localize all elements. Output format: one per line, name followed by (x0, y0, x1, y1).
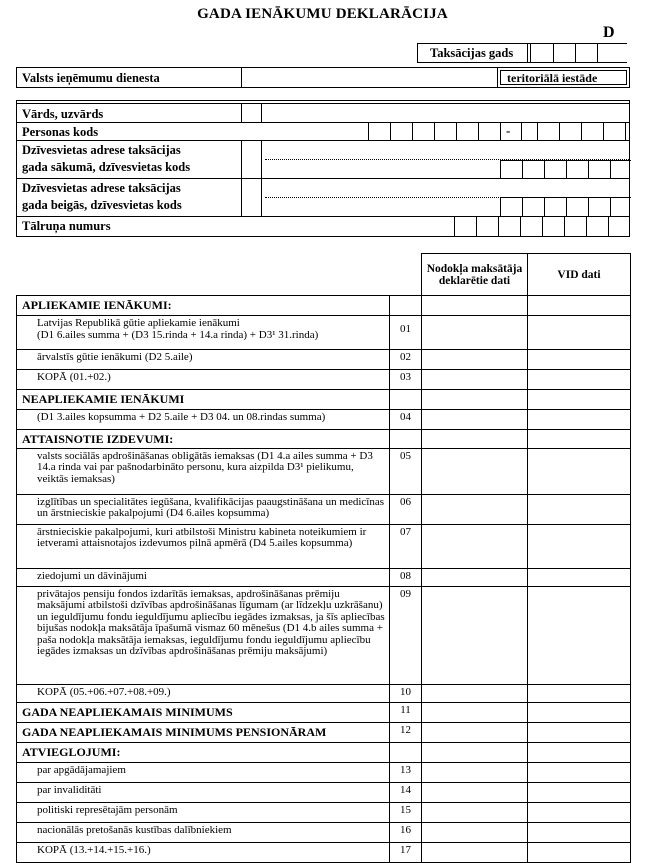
vid-cell[interactable] (528, 494, 631, 524)
name-input[interactable] (262, 104, 629, 122)
section-min-annual: GADA NEAPLIEKAMAIS MINIMUMS (17, 702, 390, 722)
address-end-label-2: gada beigās, dzīvesvietas kods (22, 198, 182, 212)
row-02-text: ārvalstīs gūtie ienākumi (D2 5.aile) (17, 350, 390, 370)
row-08-text: ziedojumi un dāvinājumi (17, 568, 390, 586)
tax-year-digit-3[interactable] (575, 44, 598, 62)
declared-cell[interactable] (422, 410, 528, 430)
row-04-text: (D1 3.ailes kopsumma + D2 5.aile + D3 04. un 08.rindas summa) (17, 410, 390, 430)
address-start-input[interactable] (262, 140, 629, 160)
address-end-input[interactable] (262, 178, 629, 198)
vid-cell[interactable] (528, 370, 631, 390)
row-number: 14 (390, 782, 422, 802)
row-15-text: politiski represētajām personām (17, 802, 390, 822)
address-end-label-1: Dzīvesvietas adrese taksācijas (22, 181, 181, 195)
row-number: 01 (390, 316, 422, 350)
col-vid-header: VID dati (528, 254, 631, 296)
vid-cell[interactable] (528, 762, 631, 782)
declared-cell[interactable] (422, 586, 528, 684)
declared-cell[interactable] (422, 448, 528, 494)
vid-cell[interactable] (528, 684, 631, 702)
row-01-line-b: (D1 6.ailes summa + (D3 15.rinda + 14.a rinda) + D3¹ 31.rinda) (37, 328, 319, 341)
vid-cell[interactable] (528, 296, 631, 316)
declared-cell[interactable] (422, 822, 528, 842)
phone-boxes[interactable] (454, 216, 631, 236)
row-13-text: par apgādājamajiem (17, 762, 390, 782)
row-16-text: nacionālās pretošanās kustības dalībniekiem (17, 822, 390, 842)
territorial-box[interactable] (500, 70, 627, 85)
vid-cell[interactable] (528, 316, 631, 350)
address-end-code[interactable] (500, 197, 631, 216)
address-start-code[interactable] (500, 160, 631, 178)
vid-cell[interactable] (528, 702, 631, 722)
code-dash: - (506, 123, 511, 138)
declared-cell[interactable] (422, 430, 528, 449)
declared-cell[interactable] (422, 742, 528, 762)
declared-cell[interactable] (422, 782, 528, 802)
personal-code-boxes[interactable] (368, 122, 631, 140)
vid-cell[interactable] (528, 568, 631, 586)
vid-cell[interactable] (528, 722, 631, 742)
row-03-text: KOPĀ (01.+02.) (17, 370, 390, 390)
row-number: 13 (390, 762, 422, 782)
declared-cell[interactable] (422, 762, 528, 782)
address-start-label-1: Dzīvesvietas adrese taksācijas (22, 143, 181, 157)
vid-cell[interactable] (528, 802, 631, 822)
row-number: 02 (390, 350, 422, 370)
row-number: 15 (390, 802, 422, 822)
row-number: 10 (390, 684, 422, 702)
row-number: 05 (390, 448, 422, 494)
declared-cell[interactable] (422, 296, 528, 316)
col-declared-header: Nodokļa maksātāja deklarētie dati (422, 254, 528, 296)
vid-cell[interactable] (528, 822, 631, 842)
vid-cell[interactable] (528, 390, 631, 410)
row-number: 16 (390, 822, 422, 842)
section-deductible: ATTAISNOTIE IZDEVUMI: (17, 430, 390, 449)
vid-cell[interactable] (528, 410, 631, 430)
tax-year-digit-1[interactable] (530, 44, 554, 62)
row-06-text: izglītības un specialitātes iegūšana, kvalifikācijas paaugstināšana un medicīnas un ārstnieciskie pakalpojumi (D4 6.ailes kopsumma) (17, 494, 390, 524)
declared-cell[interactable] (422, 494, 528, 524)
section-reliefs: ATVIEGLOJUMI: (17, 742, 390, 762)
row-number: 12 (390, 722, 422, 742)
declared-cell[interactable] (422, 390, 528, 410)
declared-cell[interactable] (422, 802, 528, 822)
vid-cell[interactable] (528, 350, 631, 370)
vid-row (16, 67, 630, 88)
row-14-text: par invaliditāti (17, 782, 390, 802)
vid-cell[interactable] (528, 842, 631, 862)
row-number: 11 (390, 702, 422, 722)
declaration-table (16, 253, 631, 863)
personal-block (16, 100, 630, 237)
address-start-label-2: gada sākumā, dzīvesvietas kods (22, 160, 191, 174)
declared-cell[interactable] (422, 524, 528, 568)
vid-label: Valsts ieņēmumu dienesta (22, 71, 160, 85)
name-label: Vārds, uzvārds (22, 107, 104, 121)
vid-cell[interactable] (528, 524, 631, 568)
row-07-text: ārstnieciskie pakalpojumi, kuri atbilstoši Ministru kabineta noteikumiem ir ietverami attaisnotajos izdevumos pilnā apmērā (D4 5.ailes kopsumma) (17, 524, 390, 568)
form-letter: D (603, 24, 615, 41)
row-01-line-a: Latvijas Republikā gūtie apliekamie ienākumi (37, 317, 240, 329)
personal-code-label: Personas kods (22, 125, 99, 139)
declared-cell[interactable] (422, 370, 528, 390)
row-number: 04 (390, 410, 422, 430)
tax-year-digit-2[interactable] (553, 44, 576, 62)
row-05-text: valsts sociālās apdrošināšanas obligātās iemaksas (D1 4.a ailes summa + D3 14.a rinda vai par pašnodarbināto personu, kura aizpilda D3¹ pielikumu, veiktās iemaksas) (17, 448, 390, 494)
row-number: 09 (390, 586, 422, 684)
vid-input[interactable] (242, 68, 497, 87)
vid-cell[interactable] (528, 586, 631, 684)
row-17-text: KOPĀ (13.+14.+15.+16.) (17, 842, 390, 862)
vid-cell[interactable] (528, 430, 631, 449)
declared-cell[interactable] (422, 316, 528, 350)
row-10-text: KOPĀ (05.+06.+07.+08.+09.) (17, 684, 390, 702)
declared-cell[interactable] (422, 702, 528, 722)
section-min-pensioner: GADA NEAPLIEKAMAIS MINIMUMS PENSIONĀRAM (17, 722, 390, 742)
declared-cell[interactable] (422, 722, 528, 742)
tax-year-box (417, 43, 627, 63)
tax-year-label: Taksācijas gads (430, 46, 514, 60)
phone-label: Tālruņa numurs (22, 219, 111, 233)
territorial-label: teritoriālā iestāde (507, 71, 598, 85)
row-number: 07 (390, 524, 422, 568)
form-title: GADA IENĀKUMU DEKLARĀCIJA (197, 6, 448, 22)
vid-cell[interactable] (528, 448, 631, 494)
row-number: 17 (390, 842, 422, 862)
section-nontaxable: NEAPLIEKAMIE IENĀKUMI (17, 390, 390, 410)
row-01-text (17, 316, 390, 350)
row-number: 03 (390, 370, 422, 390)
row-09-text: privātajos pensiju fondos izdarītās iemaksas, apdrošināšanas prēmiju maksājumi atbilstoši dzīvības apdrošināšanas līgumam (ar līdzekļu uzkrāšanu) un ieguldījumu fondu ieguldījumu apliecību iegādes izmaksas, ja šīs apliecības bijušas nodokļa maksātāja īpašumā vismaz 60 mēnešus (D1 4.b ailes summa + paša nodokļa maksātāja iemaksas, ieguldījumu fondu ieguldījumu apliecību iegādes izmaksas un dzīvības apdrošināšanas prēmiju maksājumi) (17, 586, 390, 684)
vid-cell[interactable] (528, 742, 631, 762)
declared-cell[interactable] (422, 684, 528, 702)
vid-cell[interactable] (528, 782, 631, 802)
row-number: 06 (390, 494, 422, 524)
tax-year-digit-4[interactable] (597, 44, 627, 62)
declared-cell[interactable] (422, 842, 528, 862)
declared-cell[interactable] (422, 568, 528, 586)
declared-cell[interactable] (422, 350, 528, 370)
row-number: 08 (390, 568, 422, 586)
section-taxable: APLIEKAMIE IENĀKUMI: (17, 296, 390, 316)
